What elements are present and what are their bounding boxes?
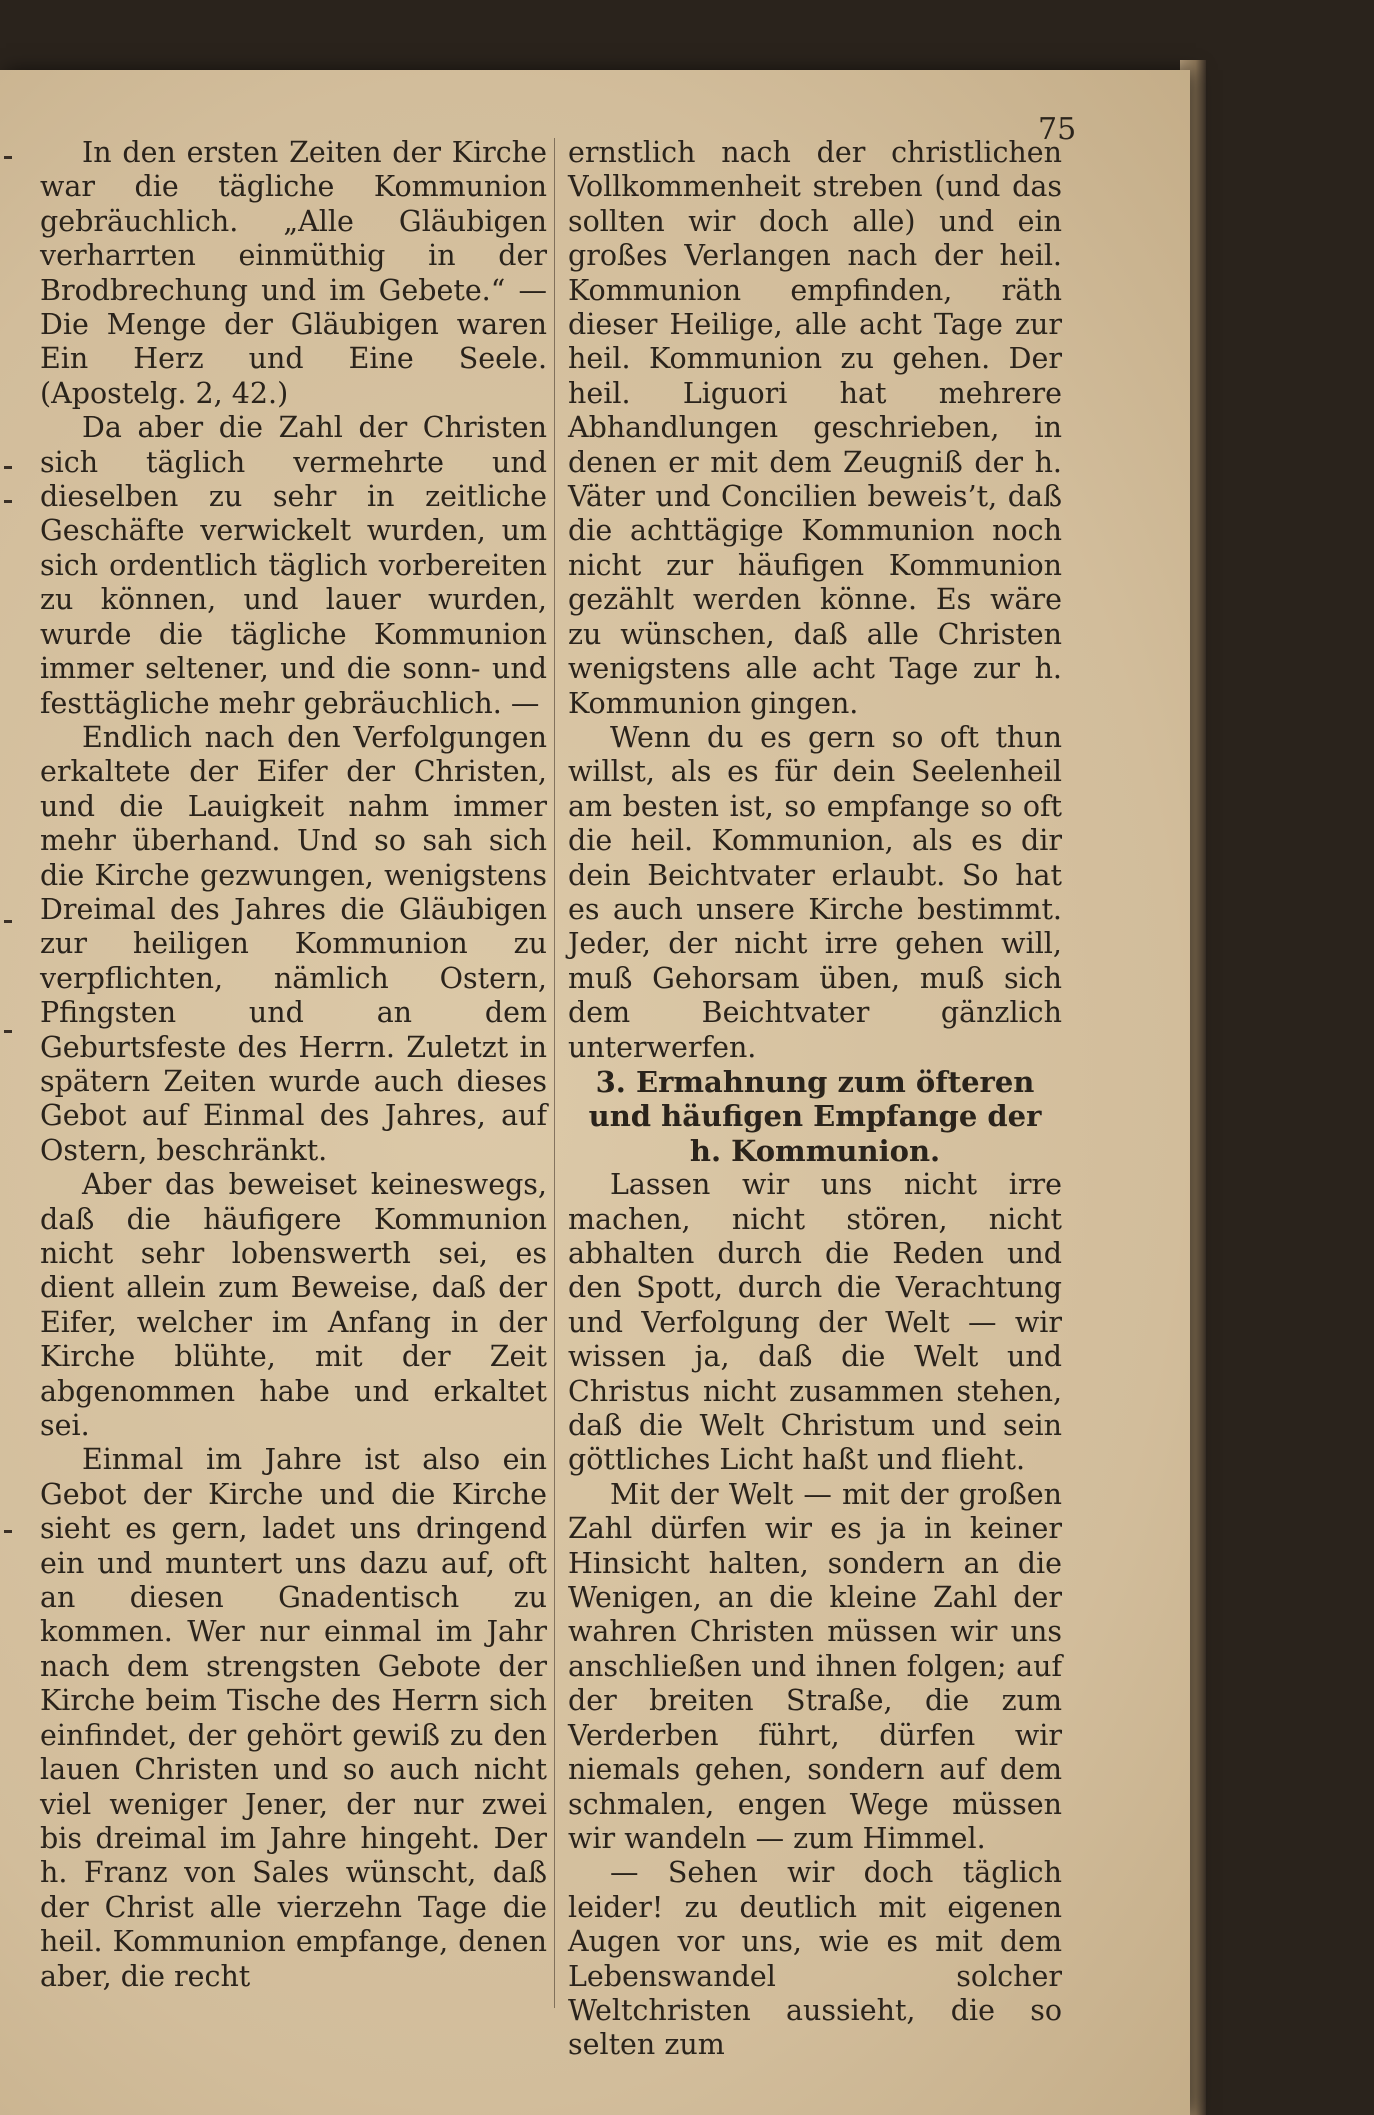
paragraph: Endlich nach den Verfolgungen erkaltete der Eifer der Christen, und die Lauigkeit nahm immer mehr überhand. Und so sah sich die Kirche gezwungen, wenigstens Dreimal des Jahres die Gläubigen zur heiligen Kommunion zu verpflichten, nämlich Ostern, Pfingsten und an dem Geburtsfeste des Herrn. Zuletzt in spätern Zeiten wurde auch dieses Gebot auf Einmal des Jahres, auf Ostern, beschränkt. [40, 720, 547, 1167]
paragraph: Mit der Welt — mit der großen Zahl dürfen wir es ja in keiner Hinsicht halten, sondern an die Wenigen, an die kleine Zahl der wahren Christen müssen wir uns anschließen und ihnen folgen; auf der breiten Straße, die zum Verderben führt, dürfen wir niemals gehen, sondern auf dem schmalen, engen Wege müssen wir wandeln — zum Himmel. [568, 1477, 1062, 1855]
paragraph: — Sehen wir doch täglich leider! zu deutlich mit eigenen Augen vor uns, wie es mit dem Lebenswandel solcher Weltchristen aussieht, die so selten zum [568, 1856, 1062, 2062]
margin-mark [4, 466, 12, 469]
paragraph: ernstlich nach der christlichen Vollkommenheit streben (und das sollten wir doch alle) und ein großes Verlangen nach der heil. Kommunion empfinden, räth dieser Heilige, alle acht Tage zur heil. Kommunion zu gehen. Der heil. Liguori hat mehrere Abhandlungen geschrieben, in denen er mit dem Zeugniß der h. Väter und Concilien beweis’t, daß die achttägige Kommunion noch nicht zur häufigen Kommunion gezählt werden könne. Es wäre zu wünschen, daß alle Christen wenigstens alle acht Tage zur h. Kommunion gingen. [568, 136, 1062, 720]
paragraph: Einmal im Jahre ist also ein Gebot der Kirche und die Kirche sieht es gern, ladet uns dringend ein und muntert uns dazu auf, oft an diesen Gnadentisch zu kommen. Wer nur einmal im Jahr nach dem strengsten Gebote der Kirche beim Tische des Herrn sich einfindet, der gehört gewiß zu den lauen Christen und so auch nicht viel weniger Jener, der nur zwei bis dreimal im Jahre hingeht. Der h. Franz von Sales wünscht, daß der Christ alle vierzehn Tage die heil. Kommunion empfange, denen aber, die recht [40, 1443, 547, 1993]
left-column [40, 136, 547, 1994]
paragraph: Lassen wir uns nicht irre machen, nicht stören, nicht abhalten durch die Reden und den Spott, durch die Verachtung und Verfolgung der Welt — wir wissen ja, daß die Welt und Christus nicht zusammen stehen, daß die Welt Christum und sein göttliches Licht haßt und flieht. [568, 1168, 1062, 1477]
page-number: 75 [1038, 112, 1077, 147]
section-heading: 3. Ermahnung zum öfteren und häufigen Empfange der h. Kommunion. [588, 1064, 1042, 1168]
paragraph: In den ersten Zeiten der Kirche war die tägliche Kommunion gebräuchlich. „Alle Gläubigen verharrten einmüthig in der Brodbrechung und im Gebete.“ — Die Menge der Gläubigen waren Ein Herz und Eine Seele. (Apostelg. 2, 42.) [40, 136, 547, 410]
margin-mark [4, 156, 12, 159]
right-column [568, 136, 1062, 2063]
margin-mark [4, 1530, 12, 1533]
margin-mark [4, 1030, 12, 1033]
paragraph: Da aber die Zahl der Christen sich täglich vermehrte und dieselben zu sehr in zeitliche Geschäfte verwickelt wurden, um sich ordentlich täglich vorbereiten zu können, und lauer wurden, wurde die tägliche Kommunion immer seltener, und die sonn- und festtägliche mehr gebräuchlich. — [40, 411, 547, 720]
margin-mark [4, 920, 12, 923]
margin-mark [4, 500, 12, 503]
paragraph: Wenn du es gern so oft thun willst, als es für dein Seelenheil am besten ist, so empfange so oft die heil. Kommunion, als es dir dein Beichtvater erlaubt. So hat es auch unsere Kirche bestimmt. Jeder, der nicht irre gehen will, muß Gehorsam üben, muß sich dem Beichtvater gänzlich unterwerfen. [568, 720, 1062, 1064]
paragraph: Aber das beweiset keineswegs, daß die häufigere Kommunion nicht sehr lobenswerth sei, es dient allein zum Beweise, daß der Eifer, welcher im Anfang in der Kirche blühte, mit der Zeit abgenommen habe und erkaltet sei. [40, 1168, 547, 1443]
column-rule [554, 138, 555, 2008]
